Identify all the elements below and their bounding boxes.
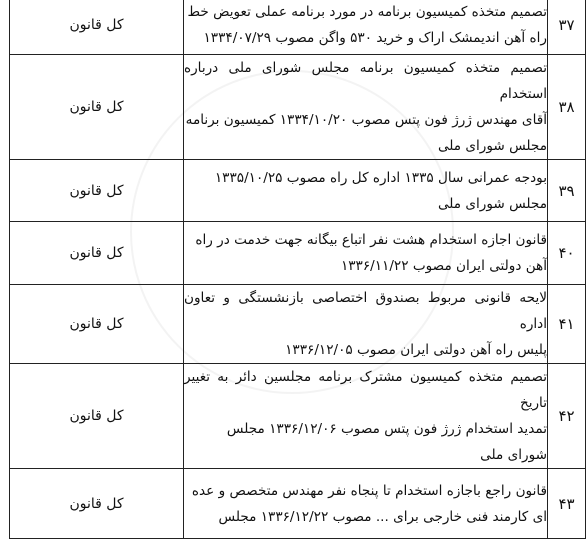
status-cell: کل قانون (10, 469, 184, 539)
table-row (10, 160, 586, 222)
law-title-line: راه آهن اندیمشک اراک و خرید ۵۳۰ واگن مصوب ۱۳۳۴/۰۷/۲۹ (203, 30, 547, 46)
law-title-line: لایحه قانونی مربوط بصندوق اختصاصی بازنشستگی و تعاون اداره (184, 290, 547, 332)
row-number: ۴۱ (548, 285, 586, 364)
status-cell: کل قانون (10, 55, 184, 160)
law-title-cell (184, 222, 548, 285)
law-title-line: قانون اجازه استخدام هشت نفر اتباع بیگانه جهت خدمت در راه (195, 232, 547, 248)
table-row (10, 0, 586, 55)
row-number: ۴۲ (548, 364, 586, 469)
law-title-line: پلیس راه آهن دولتی ایران مصوب ۱۳۳۶/۱۲/۰۵ (285, 342, 547, 358)
law-title-cell (184, 0, 548, 55)
law-title-line: مجلس شورای ملی (437, 195, 547, 212)
law-title-cell (184, 55, 548, 160)
table-row (10, 285, 586, 364)
row-number: ۳۸ (548, 55, 586, 160)
status-cell: کل قانون (10, 285, 184, 364)
law-title-line: مجلس شورای ملی (437, 138, 547, 154)
row-number: ۳۷ (548, 0, 586, 55)
law-title-cell (184, 364, 548, 469)
status-cell: کل قانون (10, 364, 184, 469)
laws-table (9, 0, 586, 539)
law-title-line: قانون راجع باجازه استخدام تا پنجاه نفر مهندس متخصص و عده (191, 482, 547, 499)
table-row (10, 222, 586, 285)
law-title-line: تصمیم متخذه کمیسیون برنامه در مورد برنامه عملی تعویض خط (187, 4, 547, 20)
law-title-line: شورای ملی (480, 447, 547, 463)
row-number: ۴۰ (548, 222, 586, 285)
law-title-cell (184, 160, 548, 222)
law-title-line: تمدید استخدام ژرژ فون پتس مصوب ۱۳۳۶/۱۲/۰۶ مجلس (226, 421, 547, 437)
law-title-line: بودجه عمرانی سال ۱۳۳۵ اداره کل راه مصوب ۱۳۳۵/۱۰/۲۵ (214, 169, 547, 186)
law-title-line: ای کارمند فنی خارجی برای ... مصوب ۱۳۳۶/۱۲/۲۲ مجلس (218, 508, 547, 525)
status-cell: کل قانون (10, 160, 184, 222)
law-title-cell (184, 285, 548, 364)
law-title-cell (184, 469, 548, 539)
table-row (10, 364, 586, 469)
table-row (10, 469, 586, 539)
law-title-line: آقای مهندس ژرژ فون پتس مصوب ۱۳۳۴/۱۰/۲۰ کمیسیون برنامه (185, 112, 547, 128)
table-row (10, 55, 586, 160)
law-title-line: تصمیم متخذه کمیسیون مشترک برنامه مجلسین دائر به تغییر تاریخ (184, 369, 547, 411)
status-cell: کل قانون (10, 0, 184, 55)
law-title-line: تصمیم متخذه کمیسیون برنامه مجلس شورای ملی درباره استخدام (184, 60, 547, 102)
law-title-line: آهن دولتی ایران مصوب ۱۳۳۶/۱۱/۲۲ (340, 258, 547, 274)
row-number: ۳۹ (548, 160, 586, 222)
status-cell: کل قانون (10, 222, 184, 285)
row-number: ۴۳ (548, 469, 586, 539)
